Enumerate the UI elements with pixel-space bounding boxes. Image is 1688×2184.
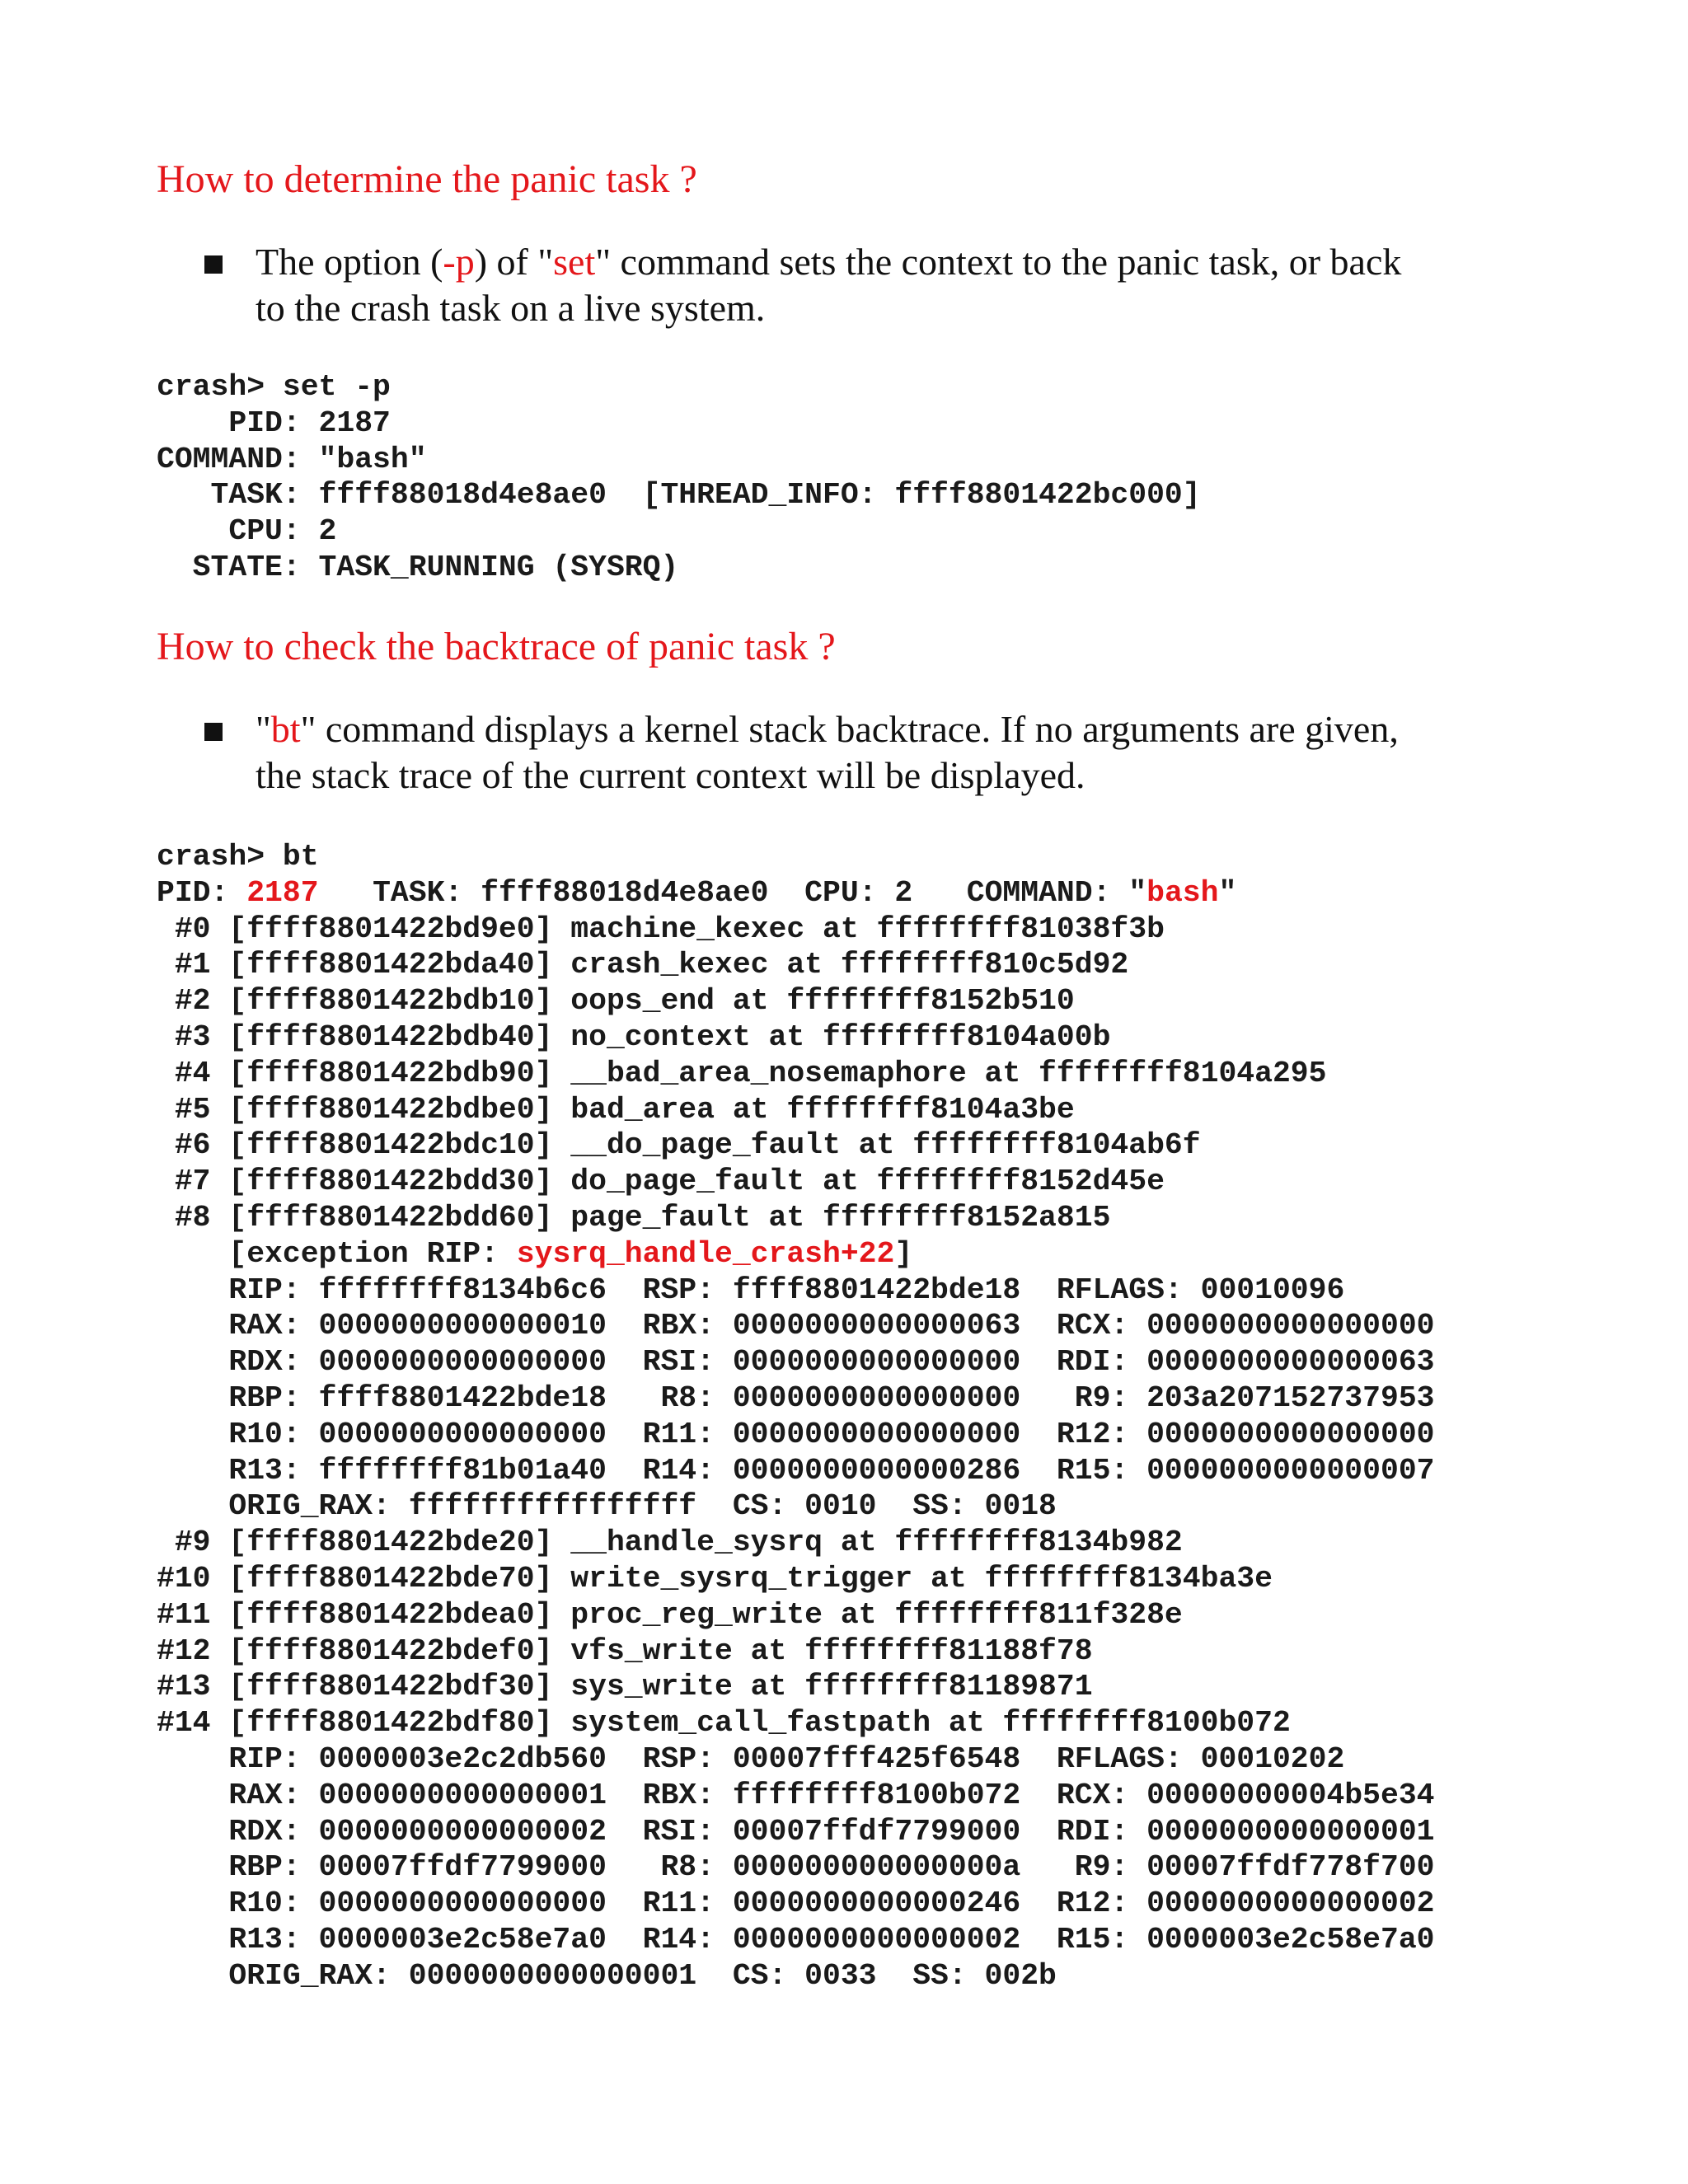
code-line xyxy=(157,1814,1435,1850)
code-segment: #13 [ffff8801422bdf30] sys_write at ffffffff81189871 xyxy=(157,1670,1093,1704)
code-segment: R13: 0000003e2c58e7a0 R14: 0000000000000002 R15: 0000003e2c58e7a0 xyxy=(157,1922,1435,1957)
code-line xyxy=(157,983,1435,1019)
code-line xyxy=(157,1344,1435,1380)
code-segment: #11 [ffff8801422bdea0] proc_reg_write at ffffffff811f328e xyxy=(157,1597,1183,1632)
code-line xyxy=(157,1705,1435,1741)
code-segment: crash> bt xyxy=(157,840,319,874)
code-segment: R10: 0000000000000000 R11: 0000000000000000 R12: 0000000000000000 xyxy=(157,1417,1435,1451)
code-segment: R13: ffffffff81b01a40 R14: 0000000000000286 R15: 0000000000000007 xyxy=(157,1453,1435,1488)
code-segment: RBP: ffff8801422bde18 R8: 0000000000000000 R9: 203a207152737953 xyxy=(157,1380,1435,1415)
code-segment: #1 [ffff8801422bda40] crash_kexec at ffffffff810c5d92 xyxy=(157,948,1129,982)
code-line xyxy=(157,912,1435,948)
section-heading-panic-task: How to determine the panic task ? xyxy=(157,157,697,201)
code-line xyxy=(157,839,1435,875)
code-line xyxy=(157,1092,1435,1128)
code-line xyxy=(157,947,1435,983)
code-segment: #0 [ffff8801422bd9e0] machine_kexec at ffffffff81038f3b xyxy=(157,912,1165,946)
code-line: CPU: 2 xyxy=(157,514,337,549)
code-line xyxy=(157,1019,1435,1056)
code-line xyxy=(157,1236,1435,1272)
bullet-text-segment: " xyxy=(256,708,271,750)
code-segment: #5 [ffff8801422bdbe0] bad_area at ffffffff8104a3be xyxy=(157,1092,1075,1127)
code-segment: RBP: 00007ffdf7799000 R8: 000000000000000a R9: 00007ffdf778f700 xyxy=(157,1850,1435,1885)
code-segment: RDX: 0000000000000000 RSI: 0000000000000000 RDI: 0000000000000063 xyxy=(157,1345,1435,1380)
code-segment: " xyxy=(1218,875,1237,910)
code-line xyxy=(157,1633,1435,1670)
command-keyword: bt xyxy=(270,708,301,750)
square-bullet-icon xyxy=(204,723,223,741)
code-segment: ORIG_RAX: ffffffffffffffff CS: 0010 SS: 0018 xyxy=(157,1489,1057,1524)
code-segment: TASK: ffff88018d4e8ae0 CPU: 2 COMMAND: " xyxy=(318,875,1147,910)
code-line: PID: 2187 xyxy=(157,405,391,440)
code-line xyxy=(157,1778,1435,1814)
command-keyword: -p xyxy=(443,241,475,283)
code-segment: R10: 0000000000000000 R11: 0000000000000246 R12: 0000000000000002 xyxy=(157,1886,1435,1921)
code-segment: #6 [ffff8801422bdc10] __do_page_fault at ffffffff8104ab6f xyxy=(157,1128,1201,1163)
code-line xyxy=(157,1958,1435,1994)
bullet-text-segment: ) of " xyxy=(474,241,554,283)
code-line xyxy=(157,1056,1435,1092)
code-segment: RDX: 0000000000000002 RSI: 00007ffdf7799000 RDI: 0000000000000001 xyxy=(157,1814,1435,1849)
code-segment: #12 [ffff8801422bdef0] vfs_write at ffffffff81188f78 xyxy=(157,1633,1093,1668)
square-bullet-icon xyxy=(204,255,223,274)
code-segment: #9 [ffff8801422bde20] __handle_sysrq at ffffffff8134b982 xyxy=(157,1526,1183,1560)
code-segment: RAX: 0000000000000010 RBX: 0000000000000063 RCX: 0000000000000000 xyxy=(157,1309,1435,1343)
code-line xyxy=(157,1417,1435,1453)
code-segment: RIP: ffffffff8134b6c6 RSP: ffff8801422bde18 RFLAGS: 00010096 xyxy=(157,1272,1345,1307)
code-line xyxy=(157,1164,1435,1200)
code-segment: RAX: 0000000000000001 RBX: ffffffff8100b072 RCX: 00000000004b5e34 xyxy=(157,1778,1435,1812)
code-segment: #3 [ffff8801422bdb40] no_context at ffffffff8104a00b xyxy=(157,1019,1111,1054)
code-segment: [exception RIP: xyxy=(157,1236,517,1271)
code-line xyxy=(157,875,1435,912)
code-segment: ORIG_RAX: 0000000000000001 CS: 0033 SS: 002b xyxy=(157,1958,1057,1993)
code-line xyxy=(157,1272,1435,1309)
bullet-text-segment: " command sets the context to the panic task, or back xyxy=(595,241,1402,283)
code-line xyxy=(157,1308,1435,1344)
code-line xyxy=(157,1127,1435,1164)
code-segment: #8 [ffff8801422bdd60] page_fault at ffffffff8152a815 xyxy=(157,1200,1111,1235)
highlighted-value: bash xyxy=(1146,875,1219,910)
bullet-text-line xyxy=(256,239,1525,285)
code-line xyxy=(157,1886,1435,1922)
code-line xyxy=(157,1849,1435,1886)
highlighted-value: 2187 xyxy=(246,875,319,910)
code-segment: PID: xyxy=(157,875,247,910)
code-segment: #2 [ffff8801422bdb10] oops_end at ffffffff8152b510 xyxy=(157,984,1075,1019)
code-line: COMMAND: "bash" xyxy=(157,442,427,476)
bullet-text-line: to the crash task on a live system. xyxy=(256,287,766,329)
bullet-text-segment: " command displays a kernel stack backtrace. If no arguments are given, xyxy=(300,708,1399,750)
code-line: TASK: ffff88018d4e8ae0 [THREAD_INFO: ffff8801422bc000] xyxy=(157,478,1201,513)
command-keyword: set xyxy=(553,241,596,283)
code-segment: ] xyxy=(894,1236,913,1271)
code-line xyxy=(157,1525,1435,1561)
code-line xyxy=(157,1380,1435,1417)
code-line: crash> set -p xyxy=(157,370,391,404)
code-block-set-p xyxy=(157,369,1201,586)
bullet-text-segment: The option ( xyxy=(256,241,443,283)
highlighted-value: sysrq_handle_crash+22 xyxy=(516,1236,895,1271)
code-line xyxy=(157,1669,1435,1705)
code-segment: #7 [ffff8801422bdd30] do_page_fault at ffffffff8152d45e xyxy=(157,1165,1165,1199)
bullet-text-line: the stack trace of the current context will be displayed. xyxy=(256,754,1085,796)
code-line xyxy=(157,1200,1435,1236)
code-line: STATE: TASK_RUNNING (SYSRQ) xyxy=(157,550,679,584)
section-heading-backtrace: How to check the backtrace of panic task ? xyxy=(157,625,836,668)
code-block-bt xyxy=(157,839,1435,1994)
code-segment: #10 [ffff8801422bde70] write_sysrq_trigger at ffffffff8134ba3e xyxy=(157,1561,1273,1596)
code-segment: #4 [ffff8801422bdb90] __bad_area_nosemaphore at ffffffff8104a295 xyxy=(157,1056,1327,1090)
code-line xyxy=(157,1741,1435,1778)
code-segment: RIP: 0000003e2c2db560 RSP: 00007fff425f6548 RFLAGS: 00010202 xyxy=(157,1741,1345,1776)
code-line xyxy=(157,1597,1435,1633)
code-line xyxy=(157,1561,1435,1597)
code-line xyxy=(157,1488,1435,1525)
bullet-text-line xyxy=(256,706,1525,752)
code-line xyxy=(157,1922,1435,1958)
code-segment: #14 [ffff8801422bdf80] system_call_fastpath at ffffffff8100b072 xyxy=(157,1706,1291,1741)
code-line xyxy=(157,1453,1435,1489)
